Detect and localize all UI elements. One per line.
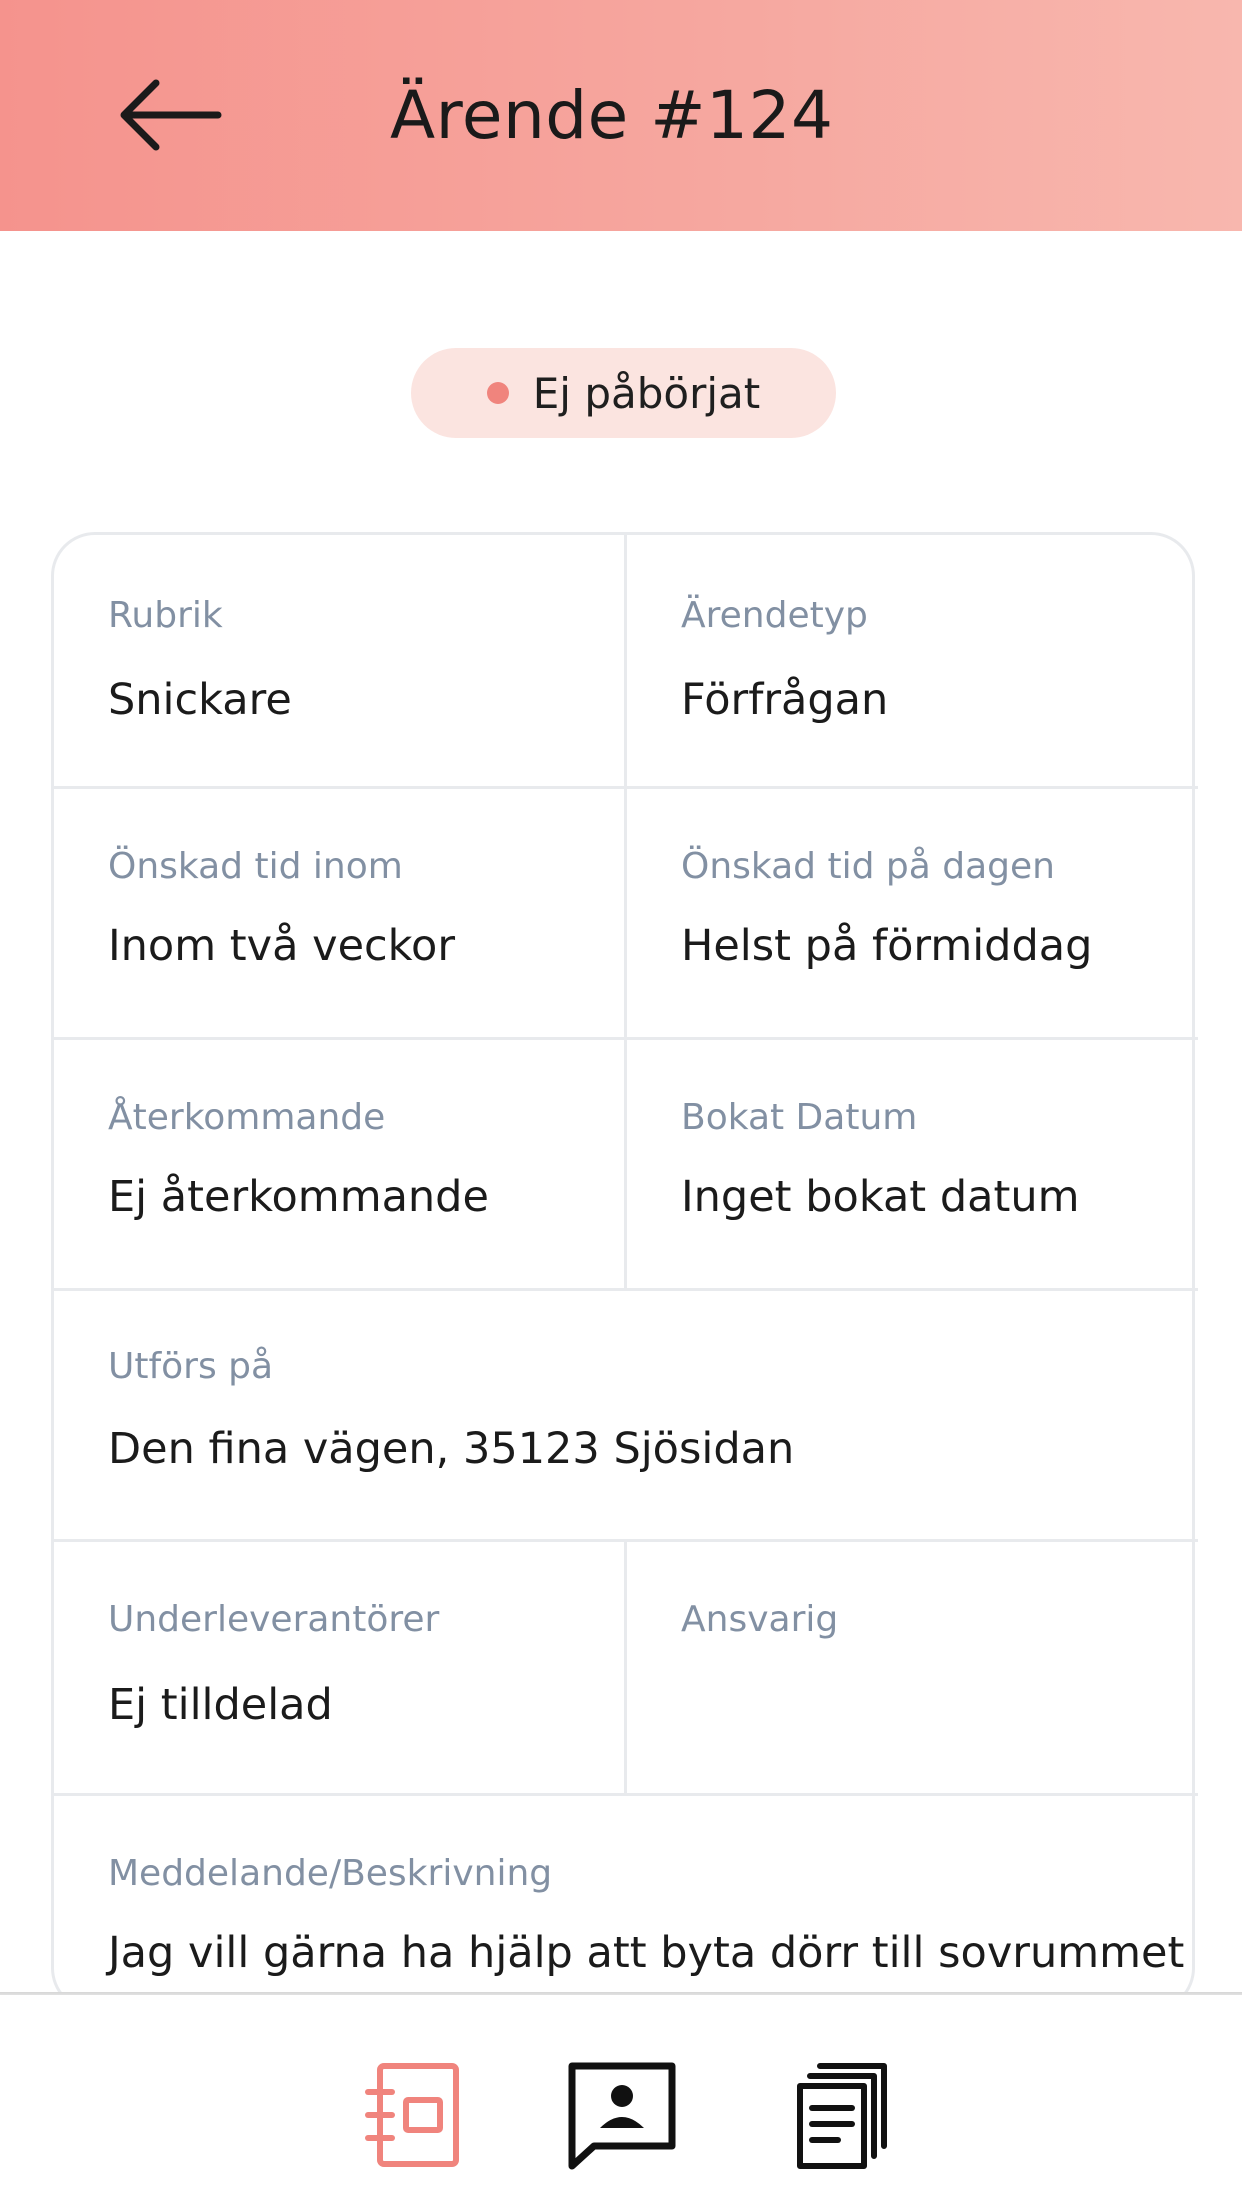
detail-value: Snickare <box>108 675 292 725</box>
detail-bokat-datum <box>627 1040 1198 1288</box>
documents-icon <box>794 2060 890 2170</box>
status-label: Ej påbörjat <box>532 368 761 418</box>
arrow-left-icon <box>118 79 222 151</box>
detail-value: Ej tilldelad <box>108 1680 333 1730</box>
detail-underleverantorer <box>54 1542 625 1793</box>
divider <box>624 1539 627 1793</box>
detail-ansvarig <box>627 1542 1198 1793</box>
detail-value: Inget bokat datum <box>681 1172 1080 1222</box>
detail-meddelande <box>54 1796 1198 2016</box>
detail-onskad-tid-pa-dagen <box>627 789 1198 1037</box>
contact-chat-icon <box>566 2060 678 2170</box>
app-header <box>0 0 1242 231</box>
detail-label: Ansvarig <box>681 1599 839 1640</box>
nav-item-documents[interactable] <box>777 2050 907 2180</box>
details-scroll-area[interactable] <box>0 520 1242 1978</box>
page-title: Ärende #124 <box>390 77 834 154</box>
divider <box>624 786 627 1288</box>
detail-aterkommande <box>54 1040 625 1288</box>
divider <box>624 535 627 786</box>
status-dot-icon <box>487 382 509 404</box>
detail-onskad-tid-inom <box>54 789 625 1037</box>
detail-label: Bokat Datum <box>681 1097 918 1138</box>
bottom-nav <box>0 1995 1242 2208</box>
detail-label: Meddelande/Beskrivning <box>108 1853 553 1894</box>
detail-value: Förfrågan <box>681 675 889 725</box>
detail-value: Den fina vägen, 35123 Sjösidan <box>108 1424 795 1474</box>
nav-item-contact[interactable] <box>557 2050 687 2180</box>
details-card <box>51 532 1195 2012</box>
detail-value: Jag vill gärna ha hjälp att byta dörr till sovrummet <box>108 1928 1185 1978</box>
detail-label: Ärendetyp <box>681 595 868 636</box>
detail-label: Rubrik <box>108 595 223 636</box>
detail-value: Helst på förmiddag <box>681 921 1093 971</box>
back-button[interactable] <box>110 60 230 170</box>
detail-label: Underleverantörer <box>108 1599 440 1640</box>
detail-label: Önskad tid på dagen <box>681 846 1055 887</box>
detail-label: Önskad tid inom <box>108 846 403 887</box>
detail-value: Ej återkommande <box>108 1172 489 1222</box>
detail-label: Återkommande <box>108 1097 386 1138</box>
detail-utfors-pa <box>54 1291 1198 1539</box>
status-badge <box>411 348 836 438</box>
nav-item-case[interactable] <box>347 2050 477 2180</box>
notebook-icon <box>362 2060 462 2170</box>
detail-value: Inom två veckor <box>108 921 456 971</box>
detail-rubrik <box>54 535 625 786</box>
detail-label: Utförs på <box>108 1346 274 1387</box>
detail-arendetyp <box>627 535 1198 786</box>
